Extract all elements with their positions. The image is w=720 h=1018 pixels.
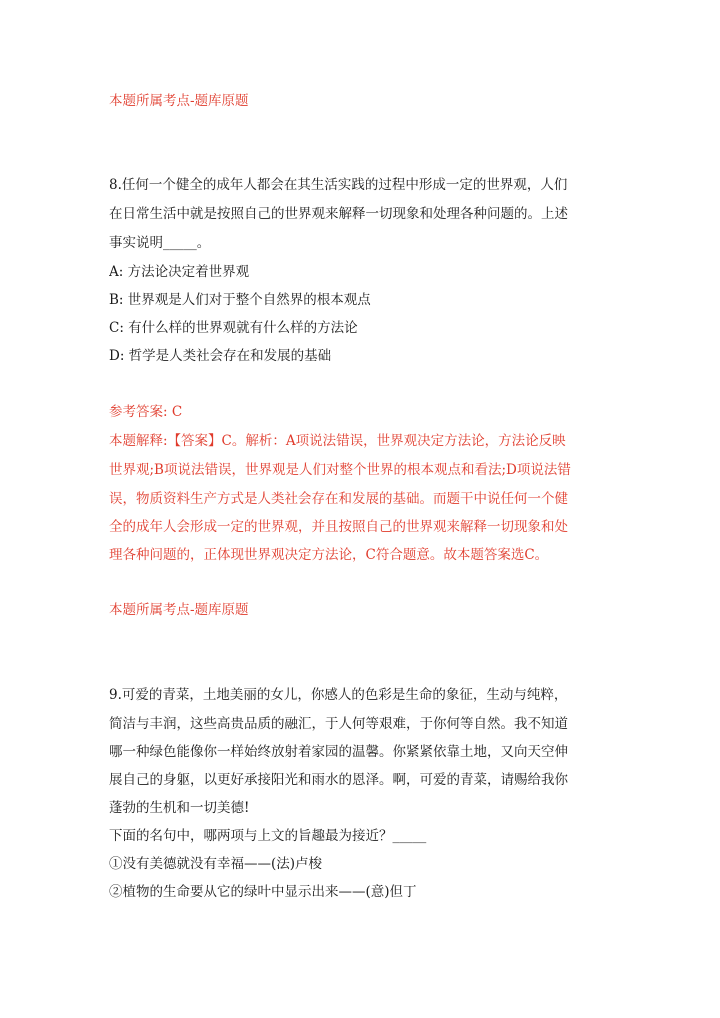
q9-stem-line-3: 哪一种绿色能像你一样始终放射着家园的温馨。你紧紧依靠土地，又向天空伸 [109, 744, 568, 760]
q8-explanation-line-4: 全的成年人会形成一定的世界观，并且按照自己的世界观来解释一切现象和处 [109, 519, 568, 535]
topic-label-2: 本题所属考点-题库原题 [109, 602, 249, 618]
q9-stem-line-2: 简洁与丰润，这些高贵品质的融汇，于人何等艰难，于你何等自然。我不知道 [109, 716, 568, 732]
q8-answer: 参考答案: C [109, 404, 183, 420]
q8-stem-line-2: 在日常生活中就是按照自己的世界观来解释一切现象和处理各种问题的。上述 [109, 206, 568, 222]
q9-stem-line-5: 蓬勃的生机和一切美德! [109, 800, 250, 816]
q9-prompt: 下面的名句中，哪两项与上文的旨趣最为接近？_____ [109, 828, 427, 844]
topic-label-1: 本题所属考点-题库原题 [109, 93, 249, 109]
q8-option-d: D: 哲学是人类社会存在和发展的基础 [109, 348, 332, 364]
q8-option-a: A: 方法论决定着世界观 [109, 264, 250, 280]
q8-explanation-line-1: 本题解释:【答案】C。解析：A项说法错误，世界观决定方法论，方法论反映 [109, 433, 566, 449]
q9-stem-line-4: 展自己的身躯，以更好承接阳光和雨水的恩泽。啊，可爱的青菜，请赐给我你 [109, 772, 568, 788]
q8-option-c: C: 有什么样的世界观就有什么样的方法论 [109, 320, 358, 336]
q8-stem-line-1: 8.任何一个健全的成年人都会在其生活实践的过程中形成一定的世界观，人们 [109, 177, 568, 193]
q8-option-b: B: 世界观是人们对于整个自然界的根本观点 [109, 292, 371, 308]
q8-explanation-line-2: 世界观;B项说法错误，世界观是人们对整个世界的根本观点和看法;D项说法错 [109, 462, 571, 478]
q8-stem-line-3: 事实说明_____。 [109, 235, 211, 251]
q9-quote-1: ①没有美德就没有幸福——(法)卢梭 [109, 856, 323, 872]
q9-stem-line-1: 9.可爱的青菜，土地美丽的女儿，你感人的色彩是生命的象征，生动与纯粹， [109, 687, 568, 703]
q8-explanation-line-3: 误，物质资料生产方式是人类社会存在和发展的基础。而题干中说任何一个健 [109, 491, 568, 507]
q8-explanation-line-5: 理各种问题的，正体现世界观决定方法论，C符合题意。故本题答案选C。 [109, 547, 549, 563]
q9-quote-2: ②植物的生命要从它的绿叶中显示出来——(意)但丁 [109, 884, 417, 900]
